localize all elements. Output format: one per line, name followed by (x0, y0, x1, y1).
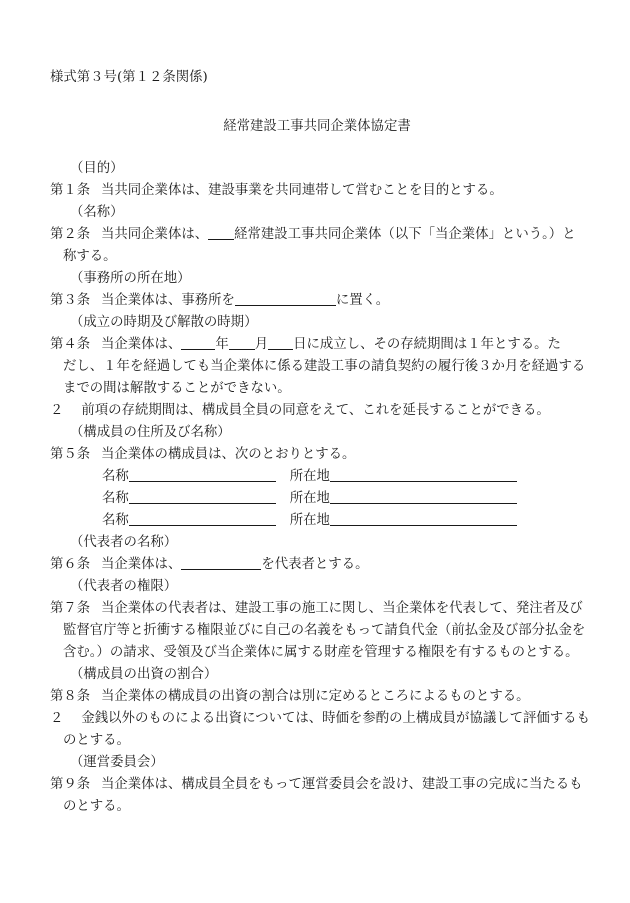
article-text: 当企業体は、構成員全員をもって運営委員会を設け、建設工事の完成に当たるも (101, 777, 583, 792)
year-label: 年 (215, 337, 229, 352)
article-number: 第１条 (50, 183, 91, 198)
paragraph-number: ２ (50, 711, 64, 726)
article-8-line (50, 686, 586, 708)
article-7-heading: （代表者の権限） (70, 579, 178, 594)
month-blank (229, 335, 255, 350)
article-text: 当企業体は、 (101, 557, 182, 572)
article-number: 第５条 (50, 447, 91, 462)
article-7-continuation: 含む。）の請求、受領及び当企業体に属する財産を管理する権限を有するものとする。 (63, 645, 579, 660)
member-name-blank (129, 489, 276, 504)
article-8-paragraph-2 (50, 708, 590, 730)
article-number: 第９条 (50, 777, 91, 792)
article-text: 日に成立し、その存続期間は１年とする。た (293, 337, 561, 352)
article-9-heading: （運営委員会） (70, 755, 164, 770)
name-blank (208, 225, 234, 240)
article-text: 当企業体の代表者は、建設工事の施工に関し、当企業体を代表して、発注者及び (101, 601, 583, 616)
article-9-continuation: のとする。 (63, 799, 130, 814)
member-name-blank (129, 511, 276, 526)
article-7-continuation: 監督官庁等と折衝する権限並びに自己の名義をもって請負代金（前払金及び部分払金を (63, 623, 586, 638)
member-address-label: 所在地 (289, 513, 330, 528)
article-8-heading: （構成員の出資の割合） (70, 667, 218, 682)
article-6-line (50, 554, 586, 576)
office-address-blank (235, 291, 336, 306)
member-address-blank (330, 489, 517, 504)
member-address-blank (330, 511, 517, 526)
article-5-line (50, 444, 586, 466)
form-number: 様式第３号(第１２条関係) (50, 70, 208, 85)
member-name-label: 名称 (102, 491, 129, 506)
article-text: 当企業体の構成員は、次のとおりとする。 (101, 447, 356, 462)
member-row (50, 510, 586, 532)
article-6-heading: （代表者の名称） (70, 535, 178, 550)
member-address-blank (330, 467, 517, 482)
article-text: 当企業体は、事務所を (101, 293, 235, 308)
article-5-heading: （構成員の住所及び名称） (70, 425, 231, 440)
article-text: 当共同企業体は、 (101, 227, 209, 242)
article-text: を代表者とする。 (261, 557, 369, 572)
article-number: 第７条 (50, 601, 91, 616)
paragraph-text: 金銭以外のものによる出資については、時価を参酌の上構成員が協議して評価するも (81, 711, 590, 726)
article-3-heading: （事務所の所在地） (70, 271, 191, 286)
article-text: 当共同企業体は、建設事業を共同連帯して営むことを目的とする。 (101, 183, 503, 198)
article-number: 第３条 (50, 293, 91, 308)
representative-blank (181, 555, 261, 570)
year-blank (181, 335, 215, 350)
article-number: 第２条 (50, 227, 91, 242)
day-blank (268, 335, 293, 350)
member-address-label: 所在地 (289, 469, 330, 484)
article-text: 当企業体の構成員の出資の割合は別に定めるところによるものとする。 (101, 689, 530, 704)
member-name-label: 名称 (102, 513, 129, 528)
member-name-label: 名称 (102, 469, 129, 484)
paragraph-number: ２ (50, 403, 64, 418)
member-row (50, 466, 586, 488)
document-title: 経常建設工事共同企業体協定書 (223, 119, 411, 134)
article-2-heading: （名称） (70, 205, 124, 220)
article-1-line (50, 180, 586, 202)
article-1-heading: （目的） (70, 161, 124, 176)
article-8-continuation: のとする。 (63, 733, 130, 748)
article-4-heading: （成立の時期及び解散の時期） (70, 315, 258, 330)
article-2-line (50, 224, 586, 246)
article-4-line (50, 334, 586, 356)
article-4-continuation: だし、１年を経過しても当企業体に係る建設工事の請負契約の履行後３か月を経過する (63, 359, 586, 374)
document-body (50, 158, 590, 818)
article-2-continuation: 称する。 (63, 249, 117, 264)
article-text: に置く。 (335, 293, 390, 308)
article-4-continuation: までの間は解散することができない。 (63, 381, 291, 396)
article-number: 第６条 (50, 557, 91, 572)
member-row (50, 488, 586, 510)
paragraph-text: 前項の存続期間は、構成員全員の同意をえて、これを延長することができる。 (81, 403, 550, 418)
article-7-line (50, 598, 586, 620)
article-number: 第８条 (50, 689, 91, 704)
article-3-line (50, 290, 586, 312)
member-name-blank (129, 467, 276, 482)
article-4-paragraph-2 (50, 400, 586, 422)
article-text: 当企業体は、 (101, 337, 182, 352)
article-text: 経常建設工事共同企業体（以下「当企業体」という。）と (234, 227, 576, 242)
article-9-line (50, 774, 586, 796)
month-label: 月 (254, 337, 269, 352)
article-number: 第４条 (50, 337, 91, 352)
member-address-label: 所在地 (289, 491, 330, 506)
